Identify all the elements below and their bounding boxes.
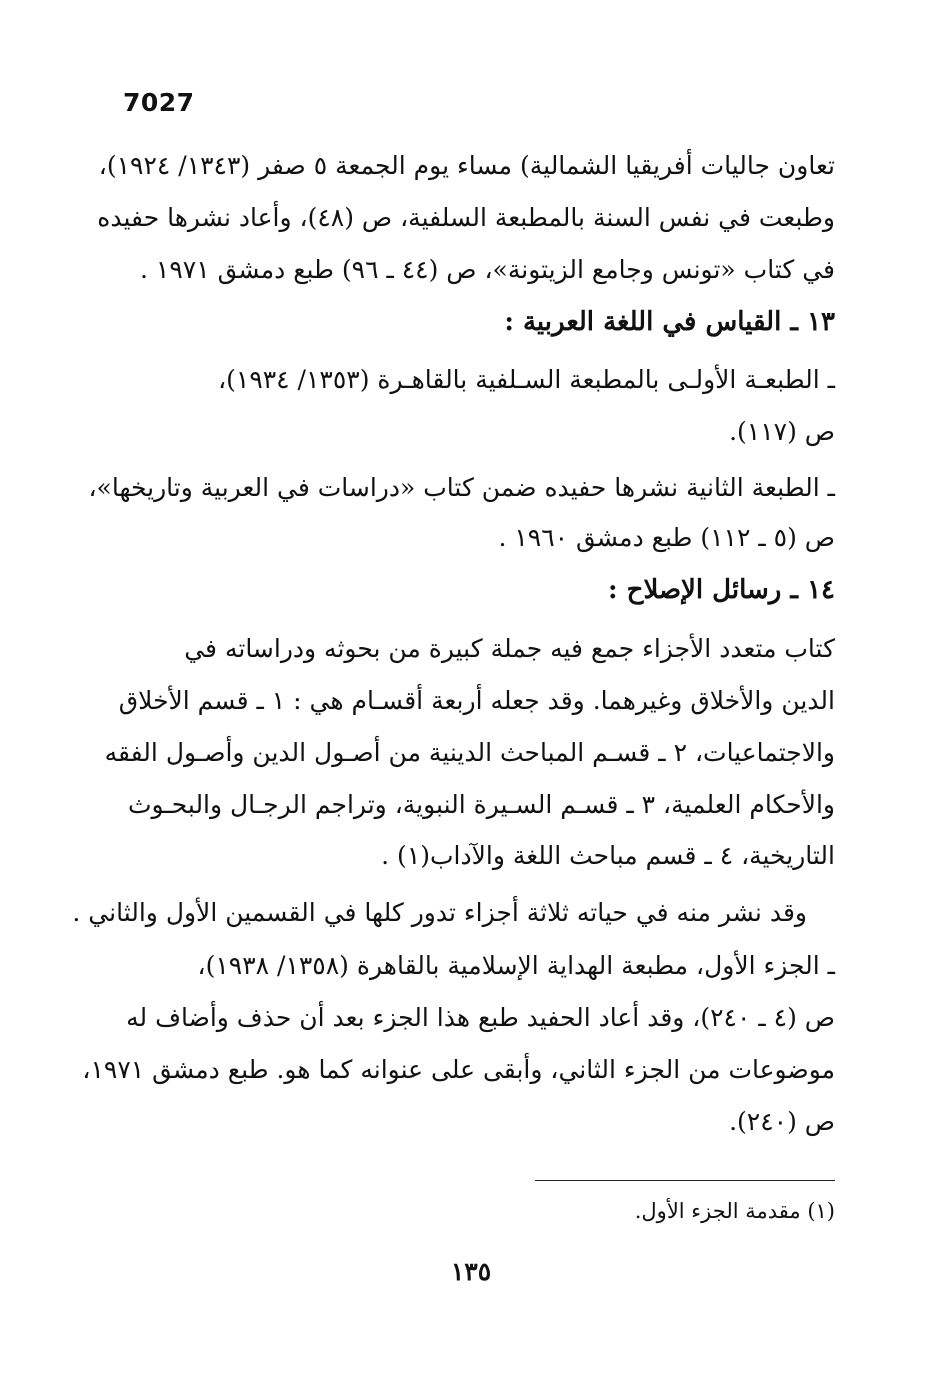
text-line: موضوعات من الجزء الثاني، وأبقى على عنوانه كما هو. طبع دمشق ١٩٧١،	[82, 1055, 835, 1084]
text-line: والأحكام العلمية، ٣ ـ قسـم السـيرة النبوية، وتراجم الرجـال والبحـوث	[127, 790, 835, 819]
text-line: ص (٢٤٠).	[729, 1107, 835, 1136]
text-line: ص (٤ ـ ٢٤٠)، وقد أعاد الحفيد طبع هذا الجزء بعد أن حذف وأضاف له	[126, 1003, 835, 1032]
text-line: ص (٥ ـ ١١٢) طبع دمشق ١٩٦٠ .	[498, 523, 835, 552]
page-number: ١٣٥	[450, 1257, 492, 1286]
text-line: التاريخية، ٤ ـ قسم مباحث اللغة والآداب(١) .	[381, 841, 835, 870]
text-line: الدين والأخلاق وغيرهما. وقد جعله أربعة أقسـام هي : ١ ـ قسم الأخلاق	[118, 686, 835, 715]
document-code: 7027	[123, 88, 195, 117]
text-line: وطبعت في نفس السنة بالمطبعة السلفية، ص (٤٨)، وأعاد نشرها حفيده	[97, 203, 835, 232]
section-heading-13: ١٣ ـ القياس في اللغة العربية :	[504, 307, 835, 337]
text-line: والاجتماعيات، ٢ ـ قسـم المباحث الدينية من أصـول الدين وأصـول الفقه	[104, 738, 835, 767]
section-heading-14: ١٤ ـ رسائل الإصلاح :	[608, 575, 835, 605]
text-line: تعاون جاليات أفريقيا الشمالية) مساء يوم الجمعة ٥ صفر (١٣٤٣/ ١٩٢٤)،	[98, 151, 835, 180]
text-line: ـ الطبعة الثانية نشرها حفيده ضمن كتاب «دراسات في العربية وتاريخها»،	[88, 473, 835, 502]
text-line: ـ الطبعـة الأولـى بالمطبعة السـلفية بالقاهـرة (١٣٥٣/ ١٩٣٤)،	[218, 365, 835, 394]
text-line: كتاب متعدد الأجزاء جمع فيه جملة كبيرة من بحوثه ودراساته في	[184, 634, 835, 663]
text-line: ص (١١٧).	[729, 417, 835, 446]
text-line: وقد نشر منه في حياته ثلاثة أجزاء تدور كلها في القسمين الأول والثاني .	[72, 898, 807, 927]
text-line: في كتاب «تونس وجامع الزيتونة»، ص (٤٤ ـ ٩٦) طبع دمشق ١٩٧١ .	[140, 255, 835, 284]
footnote-divider	[535, 1180, 835, 1181]
text-line: ـ الجزء الأول، مطبعة الهداية الإسلامية بالقاهرة (١٣٥٨/ ١٩٣٨)،	[197, 951, 835, 980]
footnote: (١) مقدمة الجزء الأول.	[634, 1199, 835, 1223]
